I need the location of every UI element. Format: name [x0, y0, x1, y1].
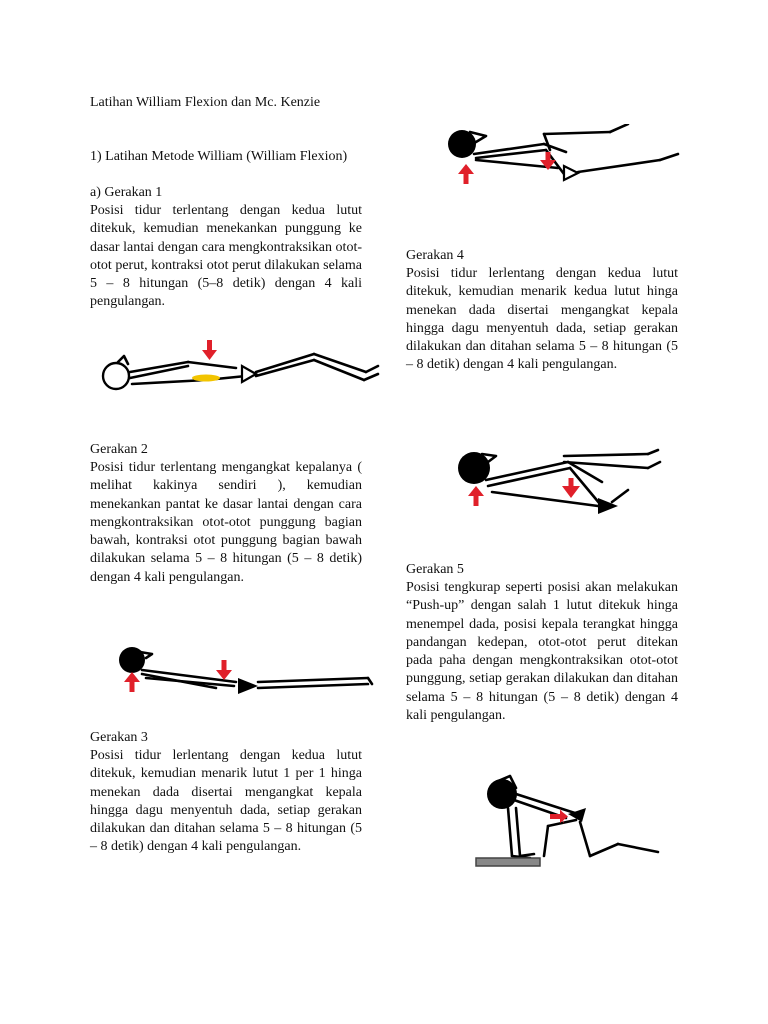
exercise-1-heading: a) Gerakan 1 — [90, 185, 163, 200]
exercise-3-heading: Gerakan 3 — [90, 730, 148, 745]
section-heading: 1) Latihan Metode William (William Flexion) — [90, 149, 348, 164]
exercise-4-heading: Gerakan 4 — [406, 248, 464, 263]
exercise-3-text: Posisi tidur lerlentang dengan kedua lutut ditekuk, kemudian menarik lutut 1 per 1 hinga menekan dada disertai mengangkat kepala hingga dagu menyentuh dada, setiap gerakan dilakukan dan ditahan selama 5 – 8 hitungan (5 – 8 detik) dengan 4 kali pengulangan. — [90, 748, 362, 855]
exercise-3-illustration — [446, 124, 686, 190]
exercise-2-heading: Gerakan 2 — [90, 442, 148, 457]
exercise-1-text: Posisi tidur terlentang dengan kedua lutut ditekuk, kemudian menekankan punggung ke dasar lantai dengan cara mengkontraksikan otot-otot perut, kontraksi otot perut dilakukan selama 5 – 8 hitungan (5–8 detik) dengan 4 kali pengulangan. — [90, 203, 362, 310]
exercise-2-illustration — [116, 644, 378, 700]
exercise-4-illustration — [452, 446, 668, 518]
exercise-1-illustration — [96, 328, 386, 406]
exercise-4-text: Posisi tidur lerlentang dengan kedua lutut ditekuk, kemudian menarik kedua lutut hinga menekan dada disertai mengangkat kepala hingga dagu menyentuh dada, setiap gerakan dilakukan dan ditahan selama 5 – 8 hitungan (5 – 8 detik) dengan 4 kali pengulangan. — [406, 266, 678, 373]
exercise-2-text: Posisi tidur terlentang mengangkat kepalanya ( melihat kakinya sendiri ), kemudian menekankan pantat ke dasar lantai dengan cara mengkontraksikan otot-otot punggung bagian bawah, kontraksi otot punggung bagian bawah dilakukan selama 5 – 8 hitungan (5 – 8 detik) dengan 4 kali pengulangan. — [90, 460, 362, 585]
exercise-5-text: Posisi tengkurap seperti posisi akan melakukan “Push-up” dengan salah 1 lutut ditekuk hinga menempel dada, posisi kepala terangkat hingga pandangan kedepan, otot-otot perut ditekan pada paha dengan mengkontraksikan otot-otot punggung, setiap gerakan dilakukan dan ditahan selama 5 – 8 hitungan (5 – 8 detik) dengan 4 kali pengulangan. — [406, 580, 678, 724]
exercise-5-heading: Gerakan 5 — [406, 562, 464, 577]
exercise-5-illustration — [472, 770, 672, 870]
document-title: Latihan William Flexion dan Mc. Kenzie — [90, 95, 321, 110]
